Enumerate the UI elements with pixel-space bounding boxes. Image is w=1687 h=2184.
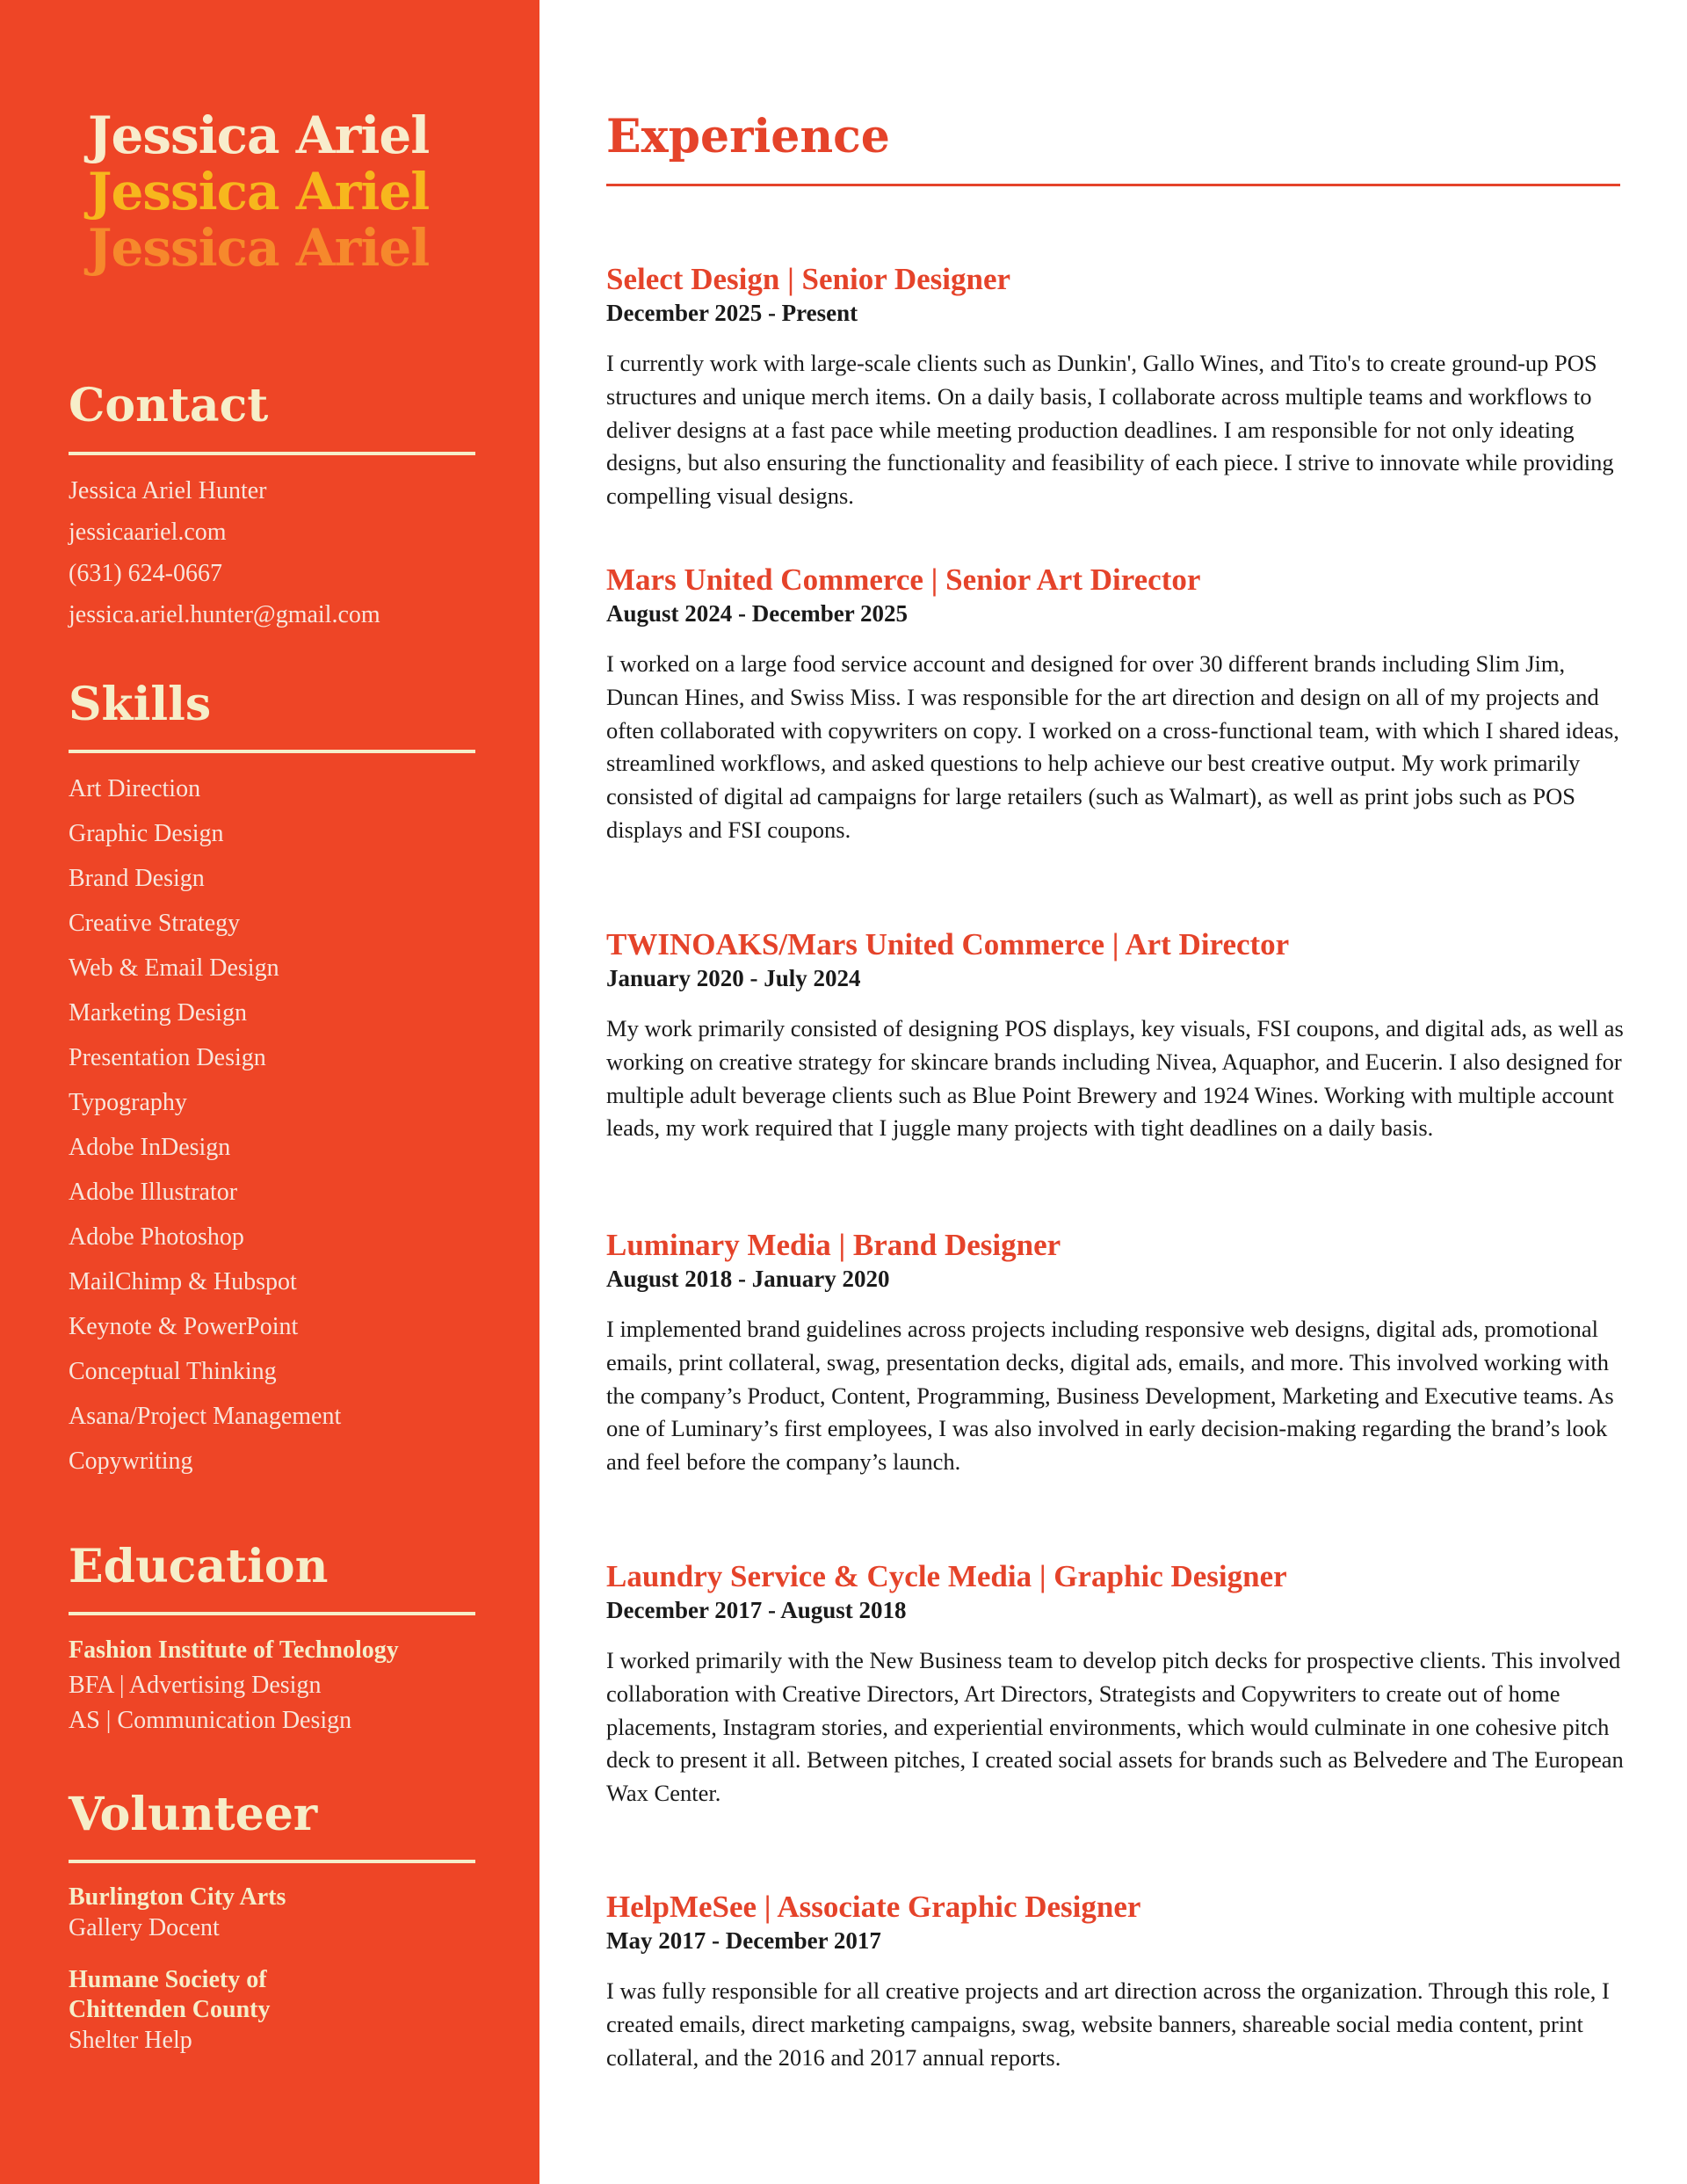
name-line-1: Jessica Ariel bbox=[88, 105, 430, 165]
skill-item: Conceptual Thinking bbox=[69, 1358, 277, 1385]
skills-heading: Skills bbox=[69, 678, 212, 731]
job-title: TWINOAKS/Mars United Commerce | Art Director bbox=[606, 927, 1290, 961]
job-description: I currently work with large-scale clients such as Dunkin', Gallo Wines, and Tito's to create ground-up POS structures and unique merch items. On a daily basis, I collaborate across multiple teams and workflows to deliver designs at a fast pace while meeting production deadlines. I am responsible for not only ideating designs, but also ensuring the functionality and feasibility of each piece. I strive to innovate while providing compelling visual designs. bbox=[606, 350, 1614, 510]
job-description: I implemented brand guidelines across projects including responsive web designs, digital ads, promotional emails, print collateral, swag, presentation decks, digital ads, emails, and more. This involved working with the company’s Product, Content, Programming, Business Development, Marketing and Executive teams. As one of Luminary’s first employees, I was also involved in early decision-making regarding the brand’s look and feel before the company’s launch. bbox=[606, 1316, 1614, 1476]
education-school: Fashion Institute of Technology bbox=[69, 1636, 399, 1664]
skill-item: Web & Email Design bbox=[69, 954, 279, 982]
experience-divider bbox=[606, 184, 1620, 186]
skill-item: Art Direction bbox=[69, 775, 201, 802]
experience-heading: Experience bbox=[606, 110, 890, 163]
main-column bbox=[539, 0, 1687, 2184]
job-entry bbox=[606, 1558, 1625, 1810]
contact-full-name: Jessica Ariel Hunter bbox=[69, 477, 267, 504]
job-description: My work primarily consisted of designing POS displays, key visuals, FSI coupons, and digital ads, as well as working on creative strategy for skincare brands including Nivea, Aquaphor, and Eucerin. I also designed for multiple adult beverage clients such as Blue Point Brewery and 1924 Wines. Working with multiple account leads, my work required that I juggle many projects with tight deadlines on a daily basis. bbox=[606, 1015, 1624, 1142]
skill-item: Adobe Photoshop bbox=[69, 1223, 244, 1251]
volunteer-divider bbox=[69, 1860, 475, 1863]
volunteer-entry-bca bbox=[69, 1883, 508, 1944]
volunteer-org: Burlington City Arts bbox=[69, 1883, 286, 1911]
skill-item: Typography bbox=[69, 1089, 187, 1116]
skill-item: Adobe Illustrator bbox=[69, 1179, 238, 1206]
job-dates: December 2017 - August 2018 bbox=[606, 1597, 907, 1623]
job-entry bbox=[606, 261, 1625, 513]
name-line-2: Jessica Ariel bbox=[88, 162, 430, 221]
volunteer-org-line-2: Chittenden County bbox=[69, 1996, 271, 2023]
skill-item: Brand Design bbox=[69, 865, 205, 892]
name-line-3: Jessica Ariel bbox=[88, 218, 430, 278]
contact-phone[interactable]: (631) 624-0667 bbox=[69, 560, 222, 587]
volunteer-role: Gallery Docent bbox=[69, 1914, 220, 1941]
contact-heading: Contact bbox=[69, 379, 269, 432]
skill-item: Copywriting bbox=[69, 1448, 193, 1475]
skill-item: Adobe InDesign bbox=[69, 1134, 231, 1161]
volunteer-entry-humane-society bbox=[69, 1965, 508, 2057]
volunteer-org-line-1: Humane Society of bbox=[69, 1966, 267, 1993]
job-entry bbox=[606, 1889, 1625, 2074]
volunteer-heading: Volunteer bbox=[69, 1788, 318, 1841]
job-entry bbox=[606, 926, 1625, 1145]
education-divider bbox=[69, 1612, 475, 1615]
contact-list bbox=[69, 470, 380, 635]
education-degree-as: AS | Communication Design bbox=[69, 1707, 352, 1734]
job-dates: December 2025 - Present bbox=[606, 300, 858, 326]
skill-item: Graphic Design bbox=[69, 820, 224, 847]
job-title: HelpMeSee | Associate Graphic Designer bbox=[606, 1890, 1141, 1924]
education-block bbox=[69, 1633, 508, 1738]
skill-item: MailChimp & Hubspot bbox=[69, 1268, 297, 1295]
contact-divider bbox=[69, 452, 475, 455]
job-title: Mars United Commerce | Senior Art Director bbox=[606, 562, 1201, 597]
job-title: Luminary Media | Brand Designer bbox=[606, 1228, 1061, 1262]
job-dates: January 2020 - July 2024 bbox=[606, 965, 861, 991]
job-dates: August 2024 - December 2025 bbox=[606, 600, 908, 627]
job-title: Laundry Service & Cycle Media | Graphic Designer bbox=[606, 1559, 1287, 1593]
skill-item: Asana/Project Management bbox=[69, 1403, 342, 1430]
skill-item: Keynote & PowerPoint bbox=[69, 1313, 299, 1340]
contact-website-link[interactable]: jessicaariel.com bbox=[69, 519, 227, 546]
sidebar bbox=[0, 0, 539, 2184]
job-entry bbox=[606, 562, 1625, 847]
volunteer-role: Shelter Help bbox=[69, 2027, 192, 2054]
skill-item: Presentation Design bbox=[69, 1044, 266, 1071]
skills-list bbox=[69, 766, 341, 1484]
job-entry bbox=[606, 1227, 1625, 1479]
skills-divider bbox=[69, 750, 475, 753]
education-degree-bfa: BFA | Advertising Design bbox=[69, 1672, 322, 1699]
skill-item: Creative Strategy bbox=[69, 910, 241, 937]
skill-item: Marketing Design bbox=[69, 999, 247, 1027]
name-stack bbox=[88, 107, 510, 276]
contact-email-link[interactable]: jessica.ariel.hunter@gmail.com bbox=[69, 601, 380, 628]
job-title: Select Design | Senior Designer bbox=[606, 262, 1011, 296]
education-heading: Education bbox=[69, 1540, 329, 1593]
job-description: I worked on a large food service account and designed for over 30 different brands including Slim Jim, Duncan Hines, and Swiss Miss. I was responsible for the art direction and design on all of my projects and often collaborated with copywriters on copy. I worked on a cross-functional team, with which I shared ideas, streamlined workflows, and asked questions to help achieve our best creative output. My work primarily consisted of digital ad campaigns for large retailers (such as Walmart), as well as print jobs such as POS displays and FSI coupons. bbox=[606, 650, 1619, 843]
job-dates: May 2017 - December 2017 bbox=[606, 1927, 881, 1954]
job-description: I was fully responsible for all creative projects and art direction across the organization. Through this role, I created emails, direct marketing campaigns, swag, website banners, shareable social media content, print collateral, and the 2016 and 2017 annual reports. bbox=[606, 1977, 1610, 2071]
job-description: I worked primarily with the New Business team to develop pitch decks for prospective clients. This involved collaboration with Creative Directors, Art Directors, Strategists and Copywriters to create out of home placements, Instagram stories, and experiential environments, which would culminate in one cohesive pitch deck to present it all. Between pitches, I created social assets for brands such as Belvedere and The European Wax Center. bbox=[606, 1647, 1624, 1807]
job-dates: August 2018 - January 2020 bbox=[606, 1266, 890, 1292]
